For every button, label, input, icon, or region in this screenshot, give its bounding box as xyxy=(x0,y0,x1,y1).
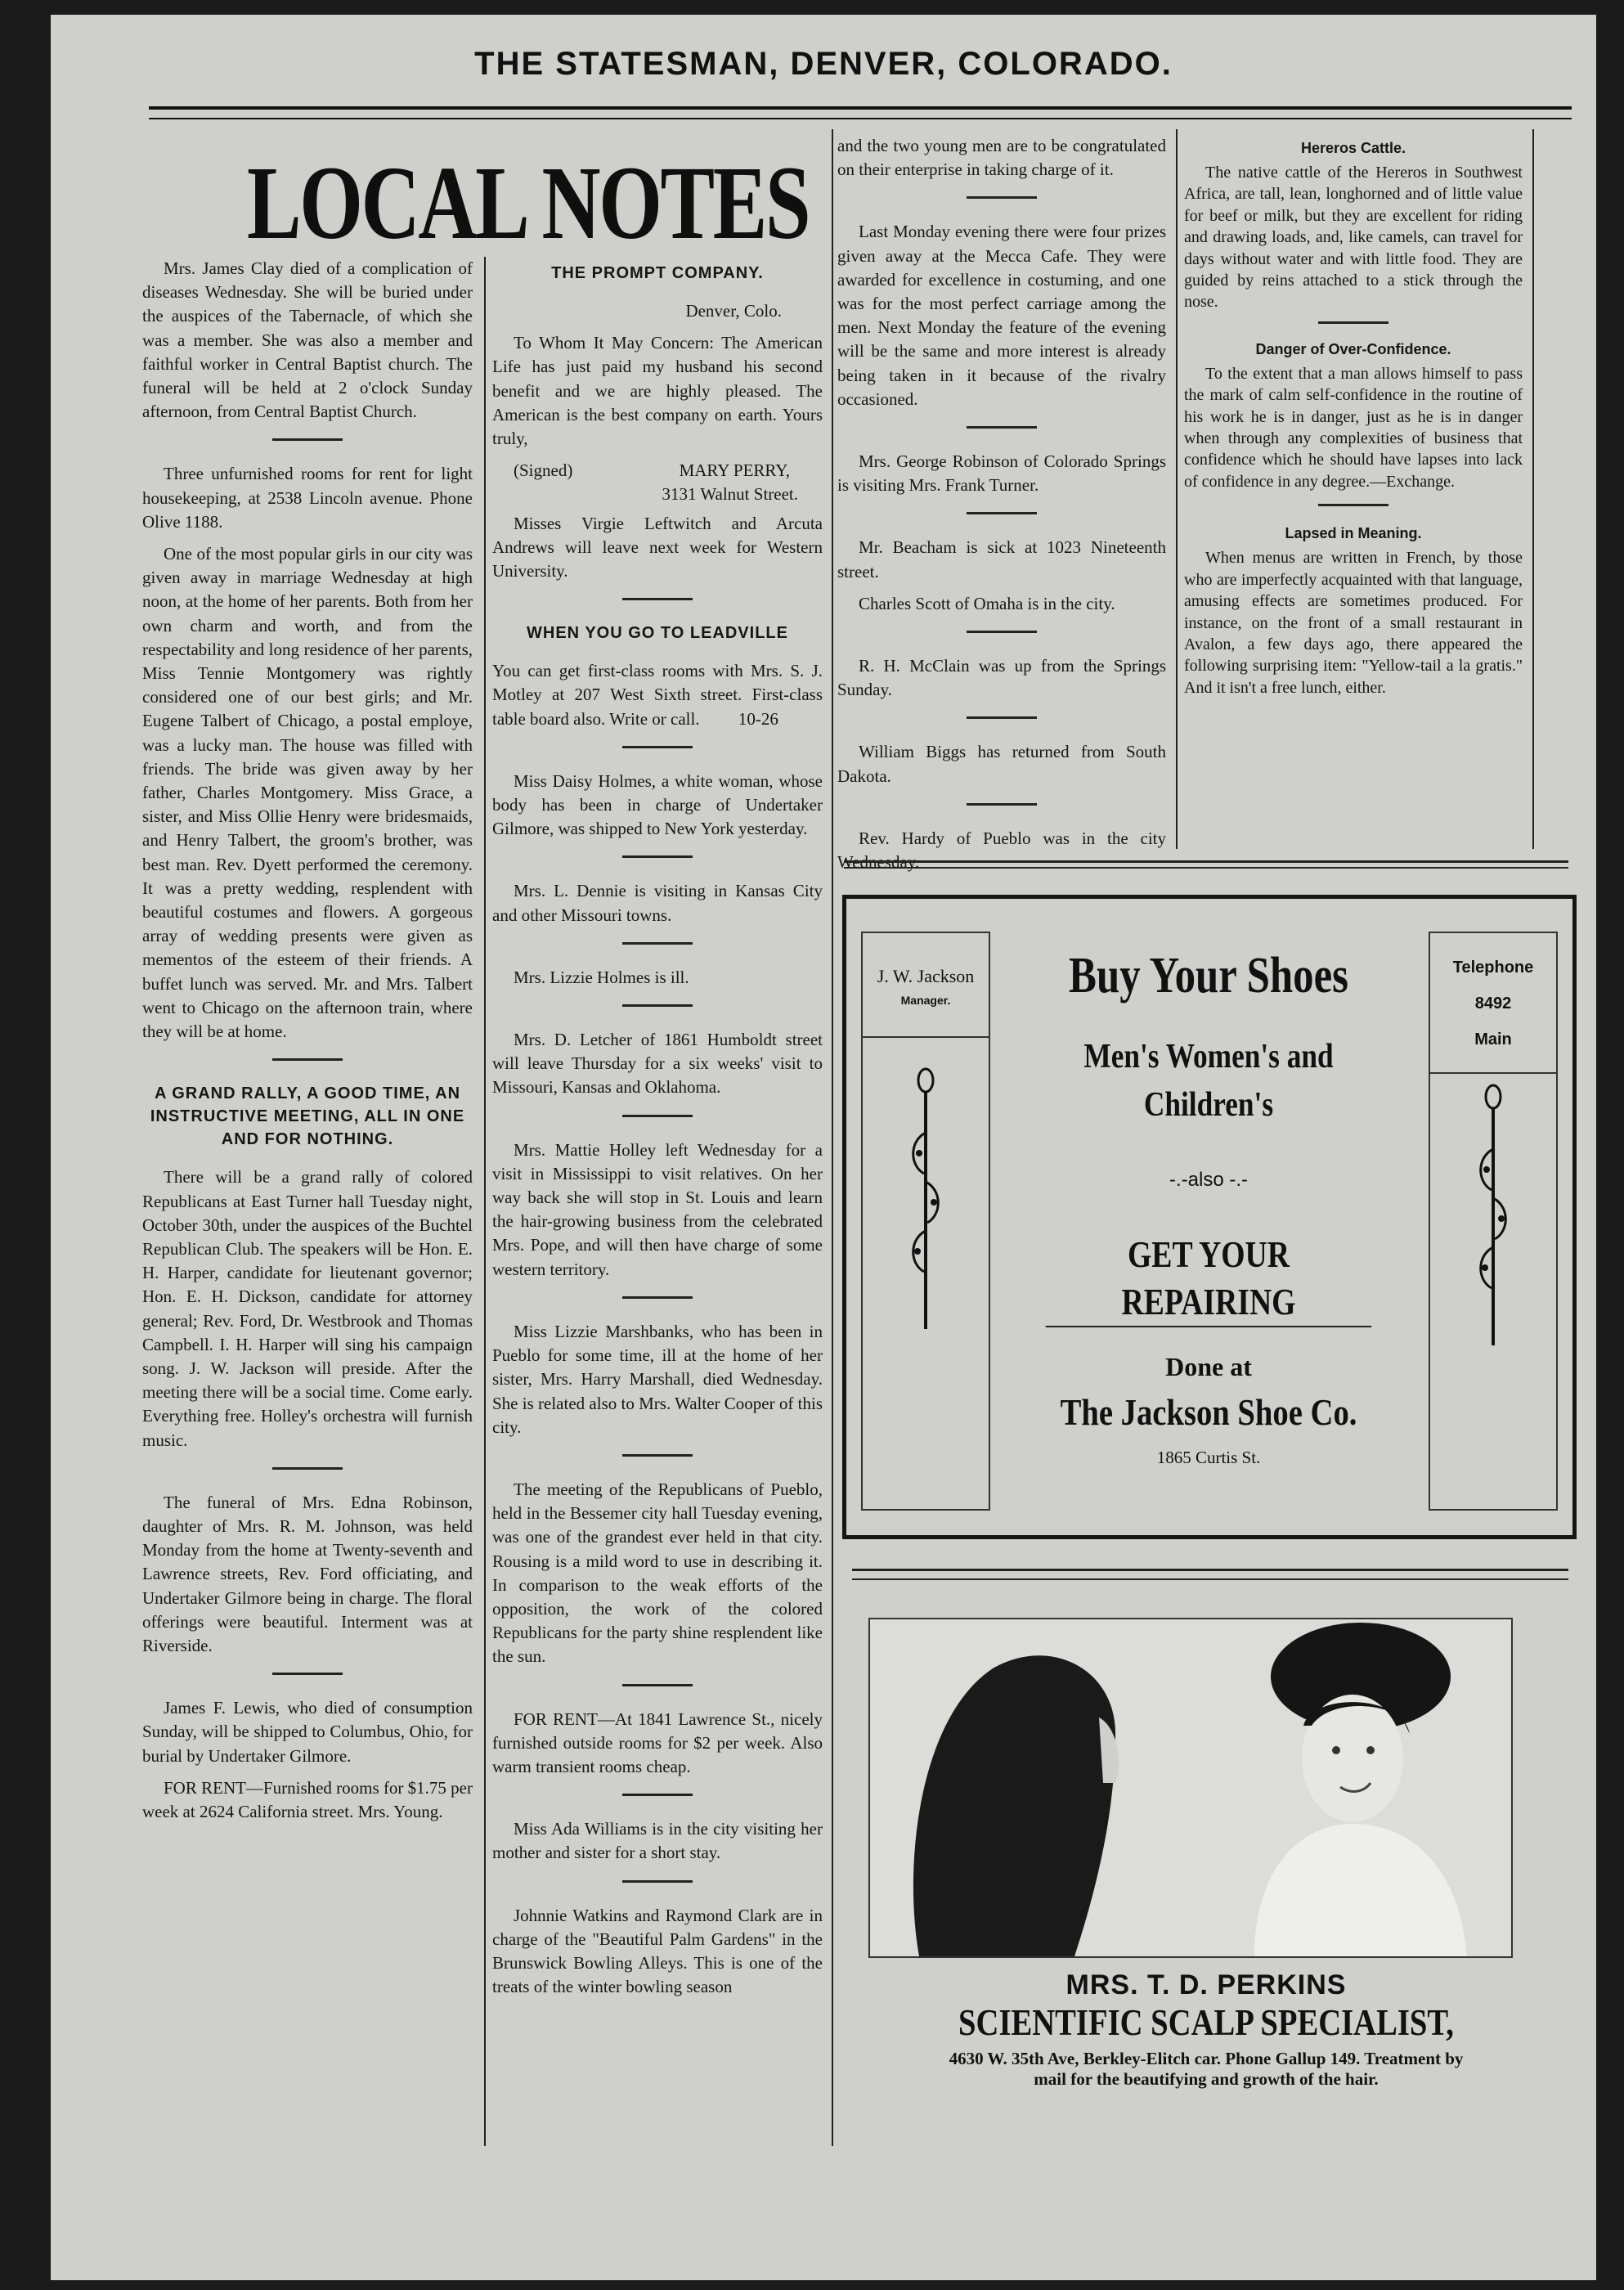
telephone-label: Telephone xyxy=(1452,959,1534,977)
ad-line-done-at: Done at xyxy=(1165,1352,1252,1381)
ad-top-rule-2 xyxy=(844,867,1568,869)
article-leadville xyxy=(492,659,823,731)
separator xyxy=(622,1454,693,1457)
ad-top-rule xyxy=(844,860,1568,863)
article-for-rent-lawrence: FOR RENT—At 1841 Lawrence St., nicely furnished outside rooms for $2 per week. Also warm transient rooms cheap. xyxy=(492,1709,823,1776)
article-hereros-cattle: The native cattle of the Hereros in Southwest Africa, are tall, lean, longhorned and of little value for beef or milk, but they are excellent for riding and drawing loads, and, like camels, can travel for days without water and with little food. They are guided by reins attached to a stick through the nose. xyxy=(1184,164,1523,312)
jackson-shoe-ad xyxy=(842,895,1577,1539)
separator xyxy=(272,1673,343,1675)
ad-left-panel xyxy=(861,932,990,1511)
article-rally: There will be a grand rally of colored Republicans at East Turner hall Tuesday night, October 30th, under the auspices of the Buchtel Republican Club. The speakers will be Hon. E. H. Harper, candidate for lieutenant governor; Hon. E. H. Dickson, candidate for attorney general; Rev. Ford, Dr. Westbrook and Thomas Campbell. I. H. Harper will sing his campaign song. J. W. Jackson will preside. After the meeting there will be a social time. Come early. Everything free. Holley's orchestra will furnish music. xyxy=(142,1167,473,1450)
article-daisy-holmes: Miss Daisy Holmes, a white woman, whose body has been in charge of Undertaker Gilmore, was shipped to New York yesterday. xyxy=(492,770,823,839)
separator xyxy=(1318,321,1388,324)
separator xyxy=(272,438,343,441)
separator xyxy=(967,426,1037,429)
ad-telephone-box xyxy=(1430,933,1556,1074)
column-divider-4 xyxy=(1532,129,1534,849)
scalp-specialist-photo xyxy=(868,1618,1513,1958)
separator xyxy=(622,1794,693,1796)
telephone-number: 8492 xyxy=(1474,995,1512,1013)
article-over-confidence: To the extent that a man allows himself to pass the mark of calm self-confidence in the routine of his work he is in danger, just as he is in danger when through any complexities of business that confidence which he should have lapses into lack of confidence in any degree.—Exchange. xyxy=(1184,364,1523,491)
leadville-text: You can get first-class rooms with Mrs. S. J. Motley at 207 West Sixth street. First-class table board also. Write or call. xyxy=(492,661,823,729)
separator xyxy=(967,512,1037,514)
ad-manager-box xyxy=(863,933,989,1038)
perkins-mail-line: mail for the beautifying and growth of the hair. xyxy=(1034,2069,1379,2089)
article-hardy: Rev. Hardy of Pueblo was in the city Wednesday. xyxy=(837,828,1166,873)
separator xyxy=(967,631,1037,633)
article-ada-williams: Miss Ada Williams is in the city visiting her mother and sister for a short stay. xyxy=(492,1819,823,1863)
separator xyxy=(622,746,693,748)
article-marshbanks: Miss Lizzie Marshbanks, who has been in Pueblo for some time, ill at the home of her sister, Mrs. Harry Marshall, died Wednesday. She is related also to Mrs. Walter Cooper of this city. xyxy=(492,1321,823,1437)
article-scott: Charles Scott of Omaha is in the city. xyxy=(859,593,1115,613)
article-mecca-cafe: Last Monday evening there were four prizes given away at the Mecca Cafe. They were awarded for excellence in costuming, and one was for the most perfect carriage among the men. Next Monday the feature of the evening will be the same and more interest is already being taken in it because of the rivalry occasioned. xyxy=(837,222,1166,409)
separator xyxy=(622,598,693,600)
manager-name: J. W. Jackson xyxy=(877,966,975,986)
separator xyxy=(272,1058,343,1061)
column-divider-1 xyxy=(484,257,486,2146)
article-lapsed-meaning: When menus are written in French, by those who are imperfectly acquainted with that language, amusing effects are sometimes produced. For instance, on the front of a small restaurant in Avalon, a few days ago, there appeared the following surprising item: "Yellow-tail a la gratis." And it isn't a free lunch, either. xyxy=(1184,549,1523,697)
separator xyxy=(1318,504,1388,506)
heading-leadville: WHEN YOU GO TO LEADVILLE xyxy=(527,624,788,643)
separator xyxy=(622,1684,693,1686)
telephone-exchange: Main xyxy=(1474,1030,1512,1048)
separator xyxy=(967,803,1037,806)
ad-line-buy-shoes: Buy Your Shoes xyxy=(1069,948,1348,1004)
perkins-ad xyxy=(842,1969,1570,2090)
newspaper-page xyxy=(51,15,1596,2280)
ad-line-childrens: Children's xyxy=(1143,1086,1274,1124)
signed-label: (Signed) xyxy=(514,460,573,481)
heading-over-confidence: Danger of Over-Confidence. xyxy=(1255,340,1451,357)
article-mcclain: R. H. McClain was up from the Springs Sunday. xyxy=(837,656,1166,700)
floral-ornament-icon xyxy=(1469,1084,1518,1362)
article-dennie: Mrs. L. Dennie is visiting in Kansas City and other Missouri towns. xyxy=(492,881,823,925)
signature-line xyxy=(492,459,823,483)
perkins-address-line: 4630 W. 35th Ave, Berkley-Elitch car. Phone Gallup 149. Treatment by xyxy=(949,2049,1464,2068)
separator xyxy=(967,716,1037,719)
article-watkins: Johnnie Watkins and Raymond Clark are in charge of the "Beautiful Palm Gardens" in the Brunswick Bowling Alleys. This is one of the treats of the winter bowling season xyxy=(492,1905,823,1997)
signature-address: 3131 Walnut Street. xyxy=(662,484,798,505)
column-4 xyxy=(1184,134,1523,707)
separator xyxy=(622,1880,693,1883)
perkins-name: MRS. T. D. PERKINS xyxy=(1065,1969,1347,2000)
separator xyxy=(622,1296,693,1299)
signature-name: MARY PERRY, xyxy=(679,460,790,481)
page-headline: LOCAL NOTES xyxy=(247,145,810,261)
masthead-rule xyxy=(149,106,1572,119)
ad-line-repairing: GET YOUR REPAIRING xyxy=(1046,1231,1372,1327)
article-holley: Mrs. Mattie Holley left Wednesday for a visit in Mississippi to visit relatives. On her way back she will stop in St. Louis and learn the hair-growing business from the celebrated Mrs. Pope, and will then have charge of some western territory. xyxy=(492,1139,823,1279)
separator xyxy=(272,1467,343,1470)
manager-role: Manager. xyxy=(900,994,951,1007)
article-lewis: James F. Lewis, who died of consumption Sunday, will be shipped to Columbus, Ohio, for burial by Undertaker Gilmore. xyxy=(142,1698,473,1766)
article-lizzie-holmes: Mrs. Lizzie Holmes is ill. xyxy=(514,967,689,987)
column-divider-3 xyxy=(1176,129,1178,849)
column-1 xyxy=(142,257,473,1832)
leadville-code: 10-26 xyxy=(738,708,778,729)
separator xyxy=(967,196,1037,199)
ad-center-copy xyxy=(1010,932,1407,1468)
column-divider-2 xyxy=(832,129,833,2146)
letter-body: To Whom It May Concern: The American Life has just paid my husband his second benefit and we are highly pleased. The American is the best company on earth. Yours truly, xyxy=(492,333,823,449)
article-beacham: Mr. Beacham is sick at 1023 Nineteenth street. xyxy=(837,537,1166,581)
article-robinson-funeral: The funeral of Mrs. Edna Robinson, daughter of Mrs. R. M. Johnson, was held Monday from the home at Twenty-seventh and Lawrence streets, Rev. Ford officiating, and Undertaker Gilmore being in charge. The floral offerings were beautiful. Interment was at Riverside. xyxy=(142,1492,473,1655)
floral-ornament-icon xyxy=(901,1067,950,1345)
photo-top-rule-2 xyxy=(852,1578,1568,1580)
article-leftwitch: Misses Virgie Leftwitch and Arcuta Andrews will leave next week for Western University. xyxy=(492,513,823,581)
masthead: THE STATESMAN, DENVER, COLORADO. xyxy=(474,46,1173,82)
separator xyxy=(622,1004,693,1007)
ad-right-panel xyxy=(1429,932,1558,1511)
column-2 xyxy=(492,257,823,2007)
separator xyxy=(622,855,693,858)
article-biggs: William Biggs has returned from South Dakota. xyxy=(837,742,1166,786)
article-rooms-lincoln: Three unfurnished rooms for rent for light housekeeping, at 2538 Lincoln avenue. Phone Olive 1188. xyxy=(142,464,473,532)
article-wedding: One of the most popular girls in our city was given away in marriage Wednesday at high noon, at the home of her parents. Both from her own charm and worth, and from the respectability and long residence of her parents, Miss Tennie Montgomery was rightly considered one of our best girls; and Mr. Eugene Talbert of Chicago, a postal employe, was a lucky man. The house was filled with friends. The bride was given away by her father, Charles Montgomery. Miss Grace, a sister, and Miss Ollie Henry were bridesmaids, and Henry Talbert, the groom's brother, was best man. Rev. Dyett performed the ceremony. It was a pretty wedding, resplendent with beautiful costumes and flowers. A gorgeous array of wedding presents were given as mementos of the esteem of their friends. A buffet lunch was served. Mr. and Mrs. Talbert went to Chicago on the afternoon train, where they will be at home. xyxy=(142,544,473,1042)
article-pueblo-meeting: The meeting of the Republicans of Pueblo, held in the Bessemer city hall Tuesday evening, was one of the grandest ever held in that city. Rousing is a mild word to use in describing it. In comparison to the weak efforts of the opposition, the work of the colored Republicans for the party shine resplendent like the sun. xyxy=(492,1479,823,1667)
two-women-portrait-image xyxy=(870,1619,1511,1956)
heading-lapsed-meaning: Lapsed in Meaning. xyxy=(1285,525,1422,542)
heading-hereros-cattle: Hereros Cattle. xyxy=(1300,140,1406,156)
article-robinson-visit: Mrs. George Robinson of Colorado Springs is visiting Mrs. Frank Turner. xyxy=(837,451,1166,496)
heading-prompt-company: THE PROMPT COMPANY. xyxy=(551,264,764,282)
letter-place: Denver, Colo. xyxy=(685,301,782,321)
separator xyxy=(622,1115,693,1117)
column-3 xyxy=(837,134,1166,882)
heading-grand-rally: A GRAND RALLY, A GOOD TIME, AN INSTRUCTIVE MEETING, ALL IN ONE AND FOR NOTHING. xyxy=(150,1084,465,1149)
ad-line-mens-womens: Men's Women's and xyxy=(1083,1038,1334,1075)
article-clay: Mrs. James Clay died of a complication of diseases Wednesday. She will be buried under the auspices of the Tabernacle, of which she was a member. She was also a member and faithful worker in Central Baptist church. The funeral will be held at 2 o'clock Sunday afternoon, from Central Baptist Church. xyxy=(142,258,473,422)
separator xyxy=(622,942,693,945)
ad-line-jackson-shoe: The Jackson Shoe Co. xyxy=(1060,1391,1357,1433)
article-for-rent-california: FOR RENT—Furnished rooms for $1.75 per week at 2624 California street. Mrs. Young. xyxy=(142,1777,473,1821)
article-letcher: Mrs. D. Letcher of 1861 Humboldt street will leave Thursday for a six weeks' visit to Missouri, Kansas and Oklahoma. xyxy=(492,1030,823,1098)
ad-line-address: 1865 Curtis St. xyxy=(1156,1448,1261,1467)
article-continuation: and the two young men are to be congratulated on their enterprise in taking charge of it. xyxy=(837,136,1166,180)
ad-line-also: -.-also -.- xyxy=(1169,1169,1248,1191)
perkins-title: SCIENTIFIC SCALP SPECIALIST, xyxy=(958,2001,1454,2043)
photo-top-rule xyxy=(852,1569,1568,1571)
